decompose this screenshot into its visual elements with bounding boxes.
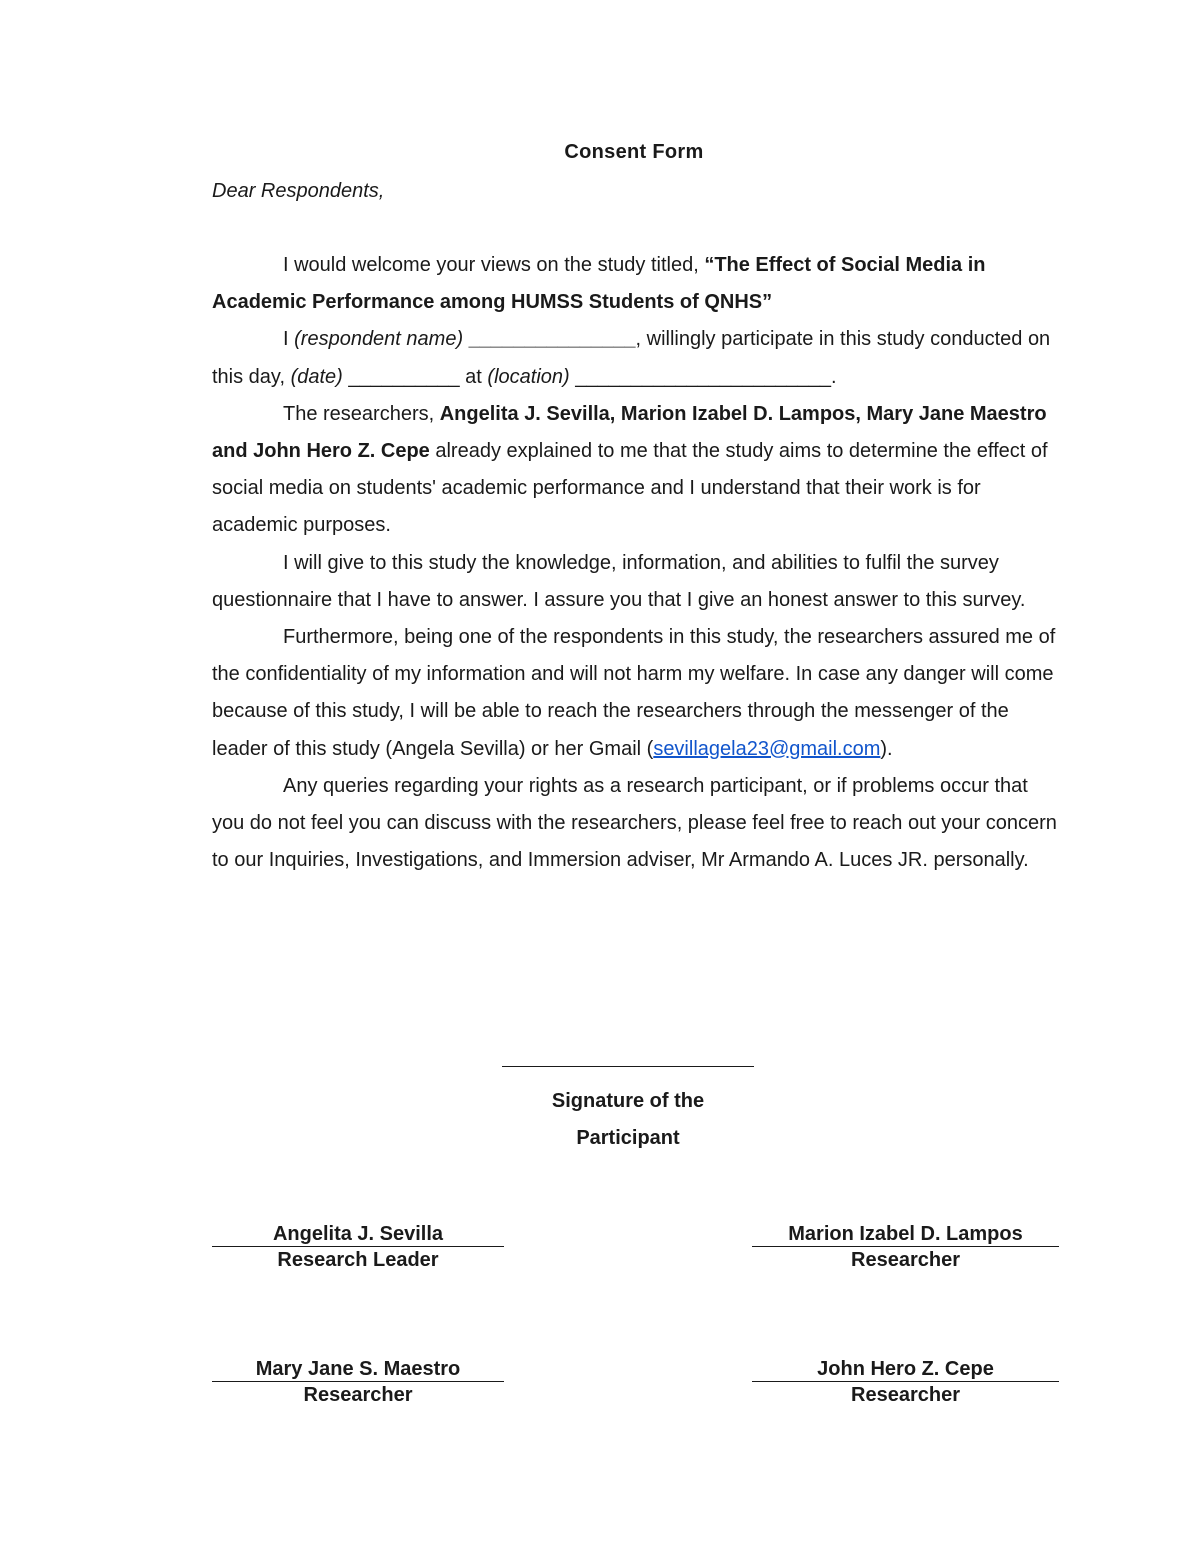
salutation: Dear Respondents, [212,180,385,202]
researchers-rest: already explained to me that the study aims to determine the effect of social media on students' academic performance and I understand that their work is for academic purposes. [212,440,1048,537]
signatory-name: John Hero Z. Cepe [752,1357,1059,1382]
study-title: “The Effect of Social Media in Academic Performance among HUMSS Students of QNHS” [212,254,986,314]
form-body [212,247,1062,879]
paragraph-queries [212,768,1062,880]
confidentiality-text: Furthermore, being one of the respondents in this study, the researchers assured me of the confidentiality of my information and will not harm my welfare. In case any danger will come because of this study, I will be able to reach the researchers through the messenger of the leader of this study (Angela Sevilla) or her Gmail ( [212,626,1056,760]
paragraph-knowledge [212,545,1062,619]
paragraph-confidentiality [212,619,1062,768]
signatory-role: Research Leader [277,1249,439,1271]
knowledge-text: I will give to this study the knowledge, information, and abilities to fulfil the survey questionnaire that I have to answer. I assure you that I give an honest answer to this survey. [212,551,1026,611]
respondent-name-blank[interactable]: _______________ [463,328,636,351]
signatory-role: Researcher [851,1249,960,1271]
queries-text: Any queries regarding your rights as a research participant, or if problems occur that you do not feel you can discuss with the researchers, please feel free to reach out your concern to our Inquiries, Investigations, and Immersion adviser, Mr Armando A. Luces JR. personally. [212,774,1057,872]
date-label: (date) [290,365,343,388]
date-blank[interactable]: __________ [342,365,466,388]
paragraph-intro: I would welcome your views on the study titled, [283,254,705,276]
participant-signature-line[interactable] [502,1066,754,1083]
researcher-names: Angelita J. Sevilla, Marion Izabel D. Lampos, Mary Jane Maestro and John Hero Z. Cepe [212,402,1047,463]
signatory-block [212,1357,504,1408]
participant-signature [502,1066,754,1157]
location-label: (location) [487,365,570,388]
at-text: at [465,365,488,388]
signatory-name: Mary Jane S. Maestro [212,1357,504,1382]
signatory-block [752,1357,1059,1408]
participation-text: , willingly participate in this study conducted on this day, [212,328,1051,388]
paragraph-participation [212,321,1062,395]
email-link[interactable]: sevillagela23@gmail.com [653,737,881,760]
researchers-intro: The researchers, [283,402,440,425]
paragraph-study-title [212,247,1062,321]
signatory-block [752,1222,1059,1273]
signatory-role: Researcher [851,1384,960,1406]
paragraph-researchers [212,396,1062,545]
participant-signature-label: Signature of the Participant [551,1090,705,1149]
paragraph-lead: I [283,328,295,351]
confidentiality-close: ). [880,737,893,760]
location-blank[interactable]: _______________________. [569,365,837,388]
signatory-role: Researcher [303,1384,413,1406]
respondent-name-label: (respondent name) [294,328,464,351]
signatory-name: Angelita J. Sevilla [212,1222,504,1247]
signatory-block [212,1222,504,1273]
signatory-name: Marion Izabel D. Lampos [752,1222,1059,1247]
page-title: Consent Form [564,141,704,163]
